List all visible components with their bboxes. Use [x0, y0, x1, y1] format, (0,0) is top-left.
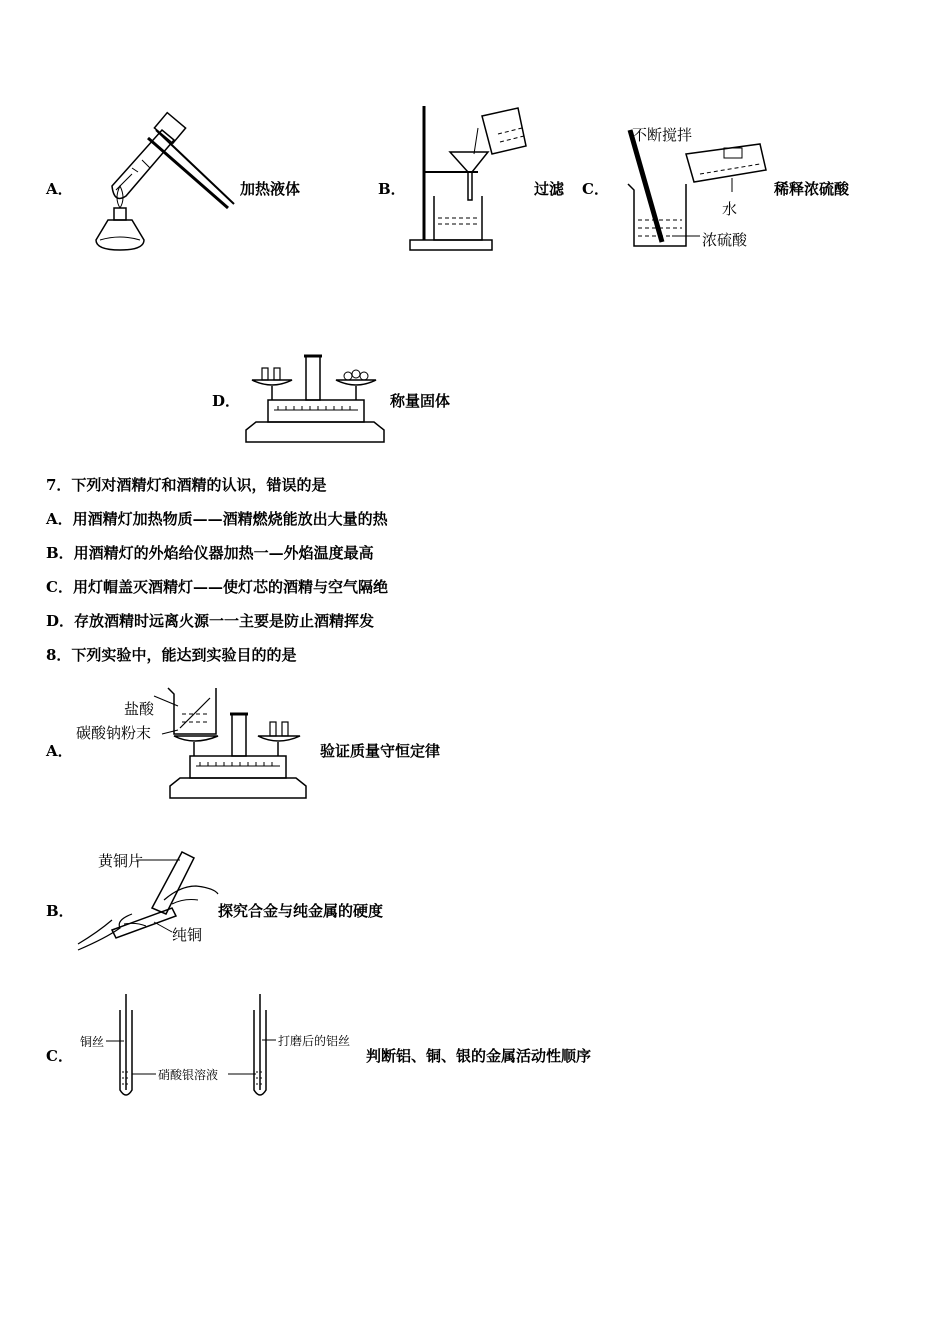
option-letter-6a: A． [46, 180, 73, 198]
heating-liquid-figure [88, 108, 238, 258]
label-conc-acid: 浓硫酸 [702, 231, 748, 249]
question-8-stem: 8．下列实验中，能达到实验目的的是 [46, 646, 297, 664]
label-pure-copper: 纯铜 [172, 926, 203, 944]
option-letter-8c: C． [46, 1047, 73, 1065]
label-brass: 黄铜片 [98, 852, 144, 870]
caption-8b: 探究合金与纯金属的硬度 [218, 902, 384, 920]
label-aluminum-wire: 打磨后的铝丝 [278, 1034, 351, 1048]
option-letter-6b: B． [378, 180, 406, 198]
label-stir: 不断搅拌 [632, 126, 693, 144]
question-7-option-b: B．用酒精灯的外焰给仪器加热一—外焰温度最高 [46, 544, 374, 562]
label-silver-nitrate: 硝酸银溶液 [158, 1068, 219, 1082]
option-letter-8a: A． [46, 742, 73, 760]
option-letter-8b: B． [46, 902, 74, 920]
filtration-figure [408, 100, 533, 255]
balance-figure [242, 350, 387, 446]
option-letter-6d: D． [212, 392, 241, 410]
question-7-option-a: A．用酒精灯加热物质——酒精燃烧能放出大量的热 [46, 510, 388, 528]
question-7-option-c: C．用灯帽盖灭酒精灯——使灯芯的酒精与空气隔绝 [46, 578, 388, 596]
caption-8a: 验证质量守恒定律 [320, 742, 441, 760]
label-copper-wire: 铜丝 [80, 1035, 105, 1049]
label-sodium-carbonate: 碳酸钠粉末 [76, 724, 152, 742]
label-hydrochloric-acid: 盐酸 [124, 700, 155, 718]
label-water: 水 [722, 200, 738, 218]
caption-8c: 判断铝、铜、银的金属活动性顺序 [366, 1047, 592, 1065]
caption-6d: 称量固体 [390, 392, 451, 410]
mass-conservation-figure [160, 684, 320, 802]
caption-6a: 加热液体 [240, 180, 301, 198]
question-7-stem: 7．下列对酒精灯和酒精的认识，错误的是 [46, 476, 327, 494]
option-letter-6c: C． [582, 180, 609, 198]
caption-6c: 稀释浓硫酸 [774, 180, 850, 198]
caption-6b: 过滤 [534, 180, 565, 198]
question-7-option-d: D．存放酒精时远离火源一一主要是防止酒精挥发 [46, 612, 375, 630]
